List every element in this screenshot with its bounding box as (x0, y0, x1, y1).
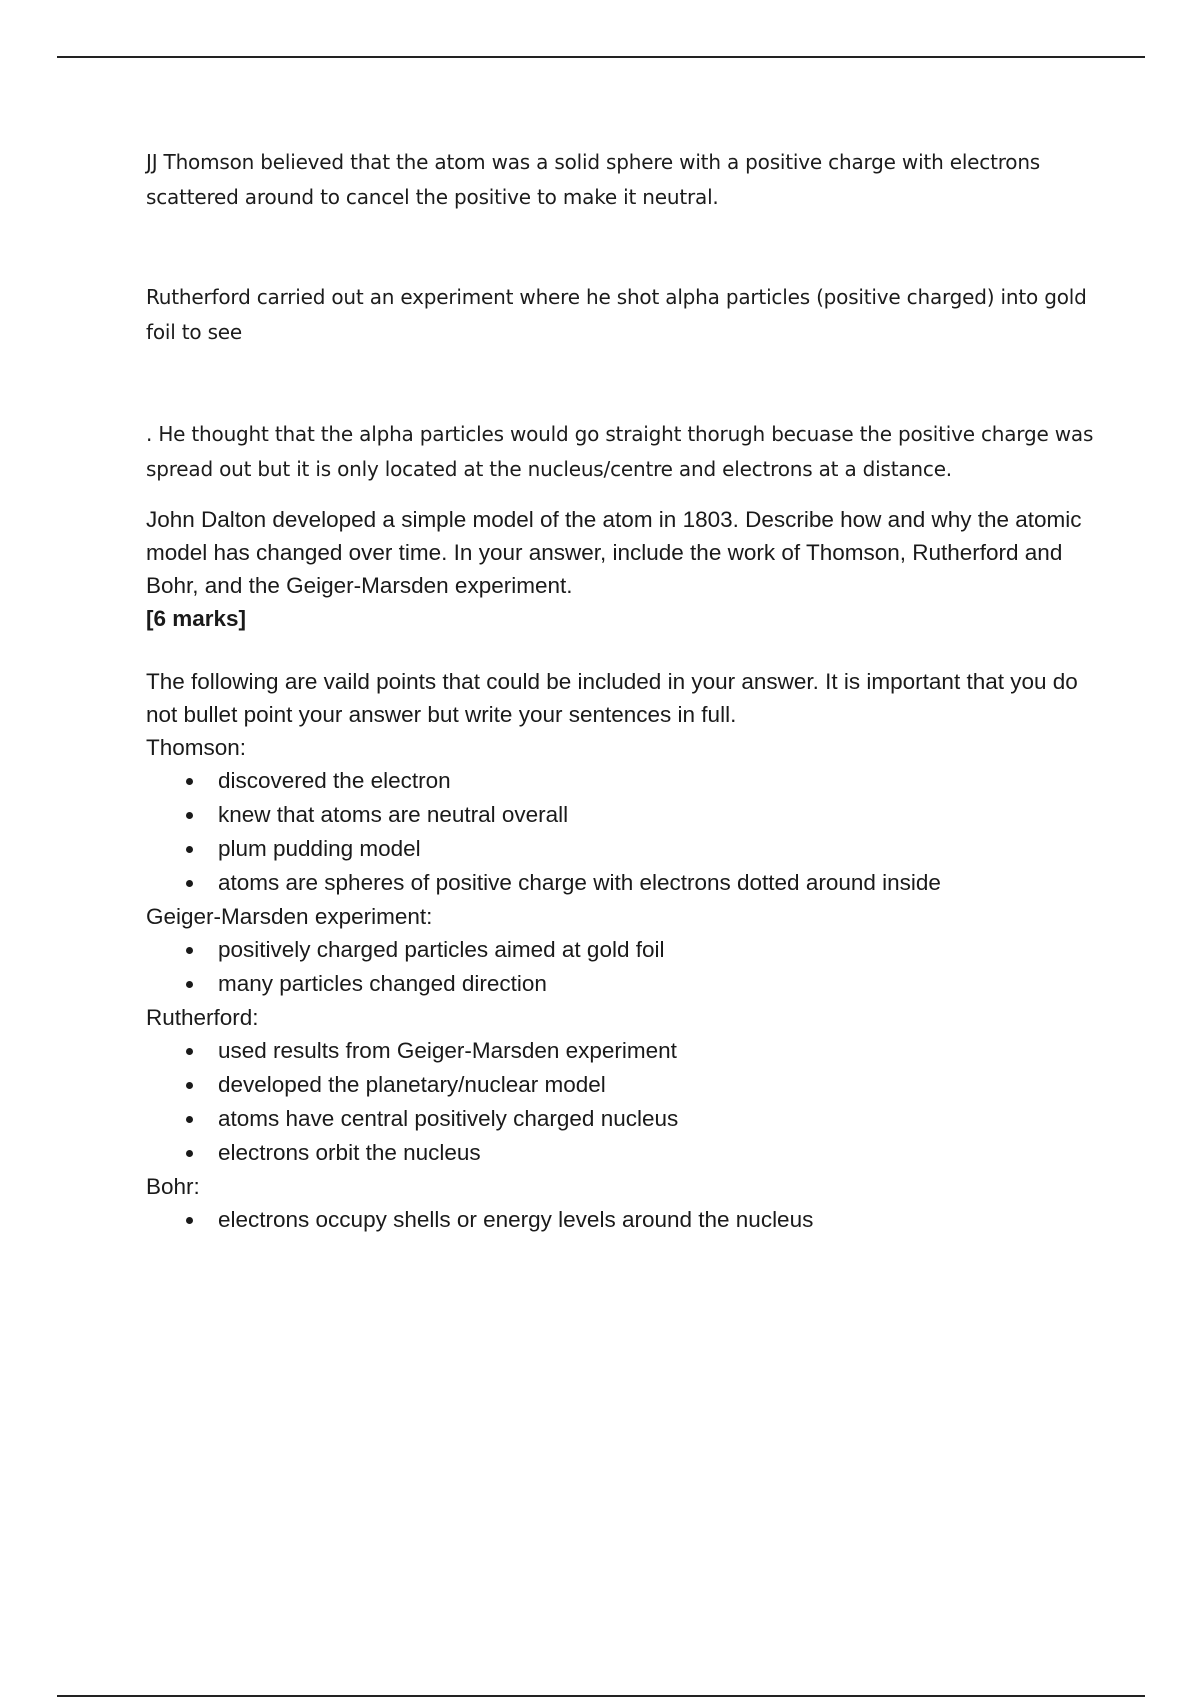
point-text: atoms have central positively charged nucleus (218, 1106, 679, 1131)
bullet-icon (186, 846, 193, 853)
list-item (146, 764, 1106, 798)
bullet-icon (186, 778, 193, 785)
section-bohr (146, 1170, 1106, 1237)
point-text: positively charged particles aimed at gold foil (218, 937, 665, 962)
point-text: electrons orbit the nucleus (218, 1140, 481, 1165)
list-item (146, 798, 1106, 832)
point-text: electrons occupy shells or energy levels around the nucleus (218, 1207, 814, 1232)
list-item (146, 933, 1106, 967)
bottom-rule (57, 1695, 1145, 1697)
question-marks: [6 marks] (146, 606, 247, 631)
student-answer-rutherford (146, 280, 1096, 350)
student-answer-thomson (146, 145, 1096, 215)
section-heading: Rutherford: (146, 1005, 259, 1030)
point-text: knew that atoms are neutral overall (218, 802, 569, 827)
list-item (146, 967, 1106, 1001)
list-item (146, 1068, 1106, 1102)
section-thomson (146, 731, 1106, 900)
section-heading: Bohr: (146, 1174, 200, 1199)
mark-scheme (146, 665, 1106, 1237)
bullet-icon (186, 812, 193, 819)
list-item (146, 1034, 1106, 1068)
points-list (146, 764, 1106, 900)
list-item (146, 1102, 1106, 1136)
point-text: plum pudding model (218, 836, 421, 861)
bullet-icon (186, 1116, 193, 1123)
bullet-icon (186, 1082, 193, 1089)
thomson-paragraph: JJ Thomson believed that the atom was a solid sphere with a positive charge with electrons scattered around to cancel the positive to make it neutral. (146, 150, 1041, 209)
question-text: John Dalton developed a simple model of the atom in 1803. Describe how and why the atomic model has changed over time. In your answer, include the work of Thomson, Rutherford and Bohr, and the Geiger-Marsden experiment. (146, 507, 1082, 598)
point-text: developed the planetary/nuclear model (218, 1072, 606, 1097)
rutherford-paragraph: Rutherford carried out an experiment where he shot alpha particles (positive charged) into gold foil to see (146, 285, 1087, 344)
top-rule (57, 56, 1145, 58)
mark-scheme-intro: The following are vaild points that could be included in your answer. It is important that you do not bullet point your answer but write your sentences in full. (146, 669, 1078, 727)
list-item (146, 866, 1106, 900)
bullet-icon (186, 947, 193, 954)
student-answer-thought (146, 417, 1096, 487)
section-heading: Thomson: (146, 735, 247, 760)
section-heading: Geiger-Marsden experiment: (146, 904, 433, 929)
section-rutherford (146, 1001, 1106, 1170)
bullet-icon (186, 1048, 193, 1055)
list-item (146, 832, 1106, 866)
bullet-icon (186, 1150, 193, 1157)
bullet-icon (186, 880, 193, 887)
bullet-icon (186, 981, 193, 988)
point-text: used results from Geiger-Marsden experiment (218, 1038, 677, 1063)
points-list (146, 933, 1106, 1001)
point-text: many particles changed direction (218, 971, 547, 996)
section-geiger-marsden (146, 900, 1106, 1001)
question-block (146, 503, 1096, 635)
points-list (146, 1203, 1106, 1237)
bullet-icon (186, 1217, 193, 1224)
list-item (146, 1136, 1106, 1170)
list-item (146, 1203, 1106, 1237)
point-text: discovered the electron (218, 768, 451, 793)
thought-paragraph: . He thought that the alpha particles would go straight thorugh becuase the positive charge was spread out but it is only located at the nucleus/centre and electrons at a distance. (146, 422, 1094, 481)
point-text: atoms are spheres of positive charge with electrons dotted around inside (218, 870, 941, 895)
points-list (146, 1034, 1106, 1170)
